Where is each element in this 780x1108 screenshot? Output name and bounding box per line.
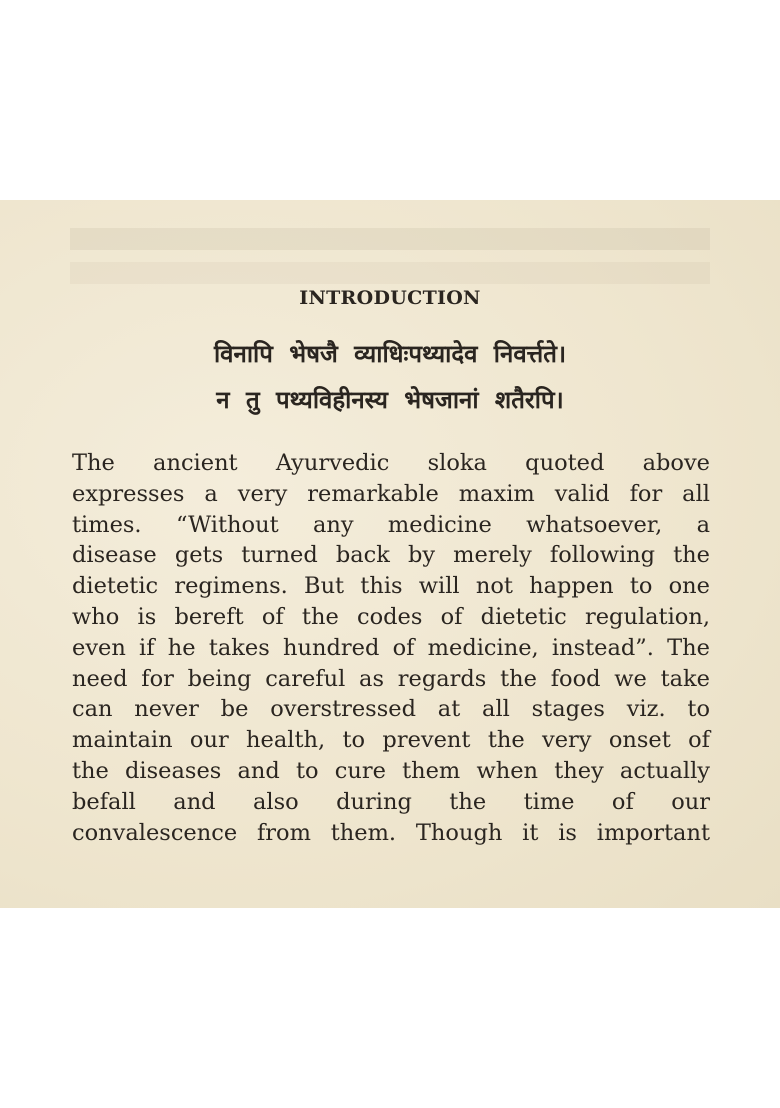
sanskrit-sloka-line-1: विनापि भेषजै व्याधिःपथ्यादेव निवर्त्तते। [213,340,567,368]
body-paragraph [72,448,710,848]
paragraph-line: even if he takes hundred of medicine, instead”. The [72,634,710,661]
paragraph-line: dietetic regimens. But this will not happen to one [72,573,710,600]
paragraph-line: the diseases and to cure them when they actually [72,757,710,784]
paragraph-line: can never be overstressed at all stages viz. to [72,696,710,723]
paragraph-line: convalescence from them. Though it is important [72,819,710,846]
show-through-text [70,262,710,284]
sanskrit-sloka-line-2: न तु पथ्यविहीनस्य भेषजानां शतैरपि। [216,386,564,414]
paragraph-line: who is bereft of the codes of dietetic regulation, [72,603,710,630]
book-page [0,200,780,908]
paragraph-line: maintain our health, to prevent the very onset of [72,727,710,754]
paragraph-line: The ancient Ayurvedic sloka quoted above [72,450,710,476]
paragraph-line: times. “Without any medicine whatsoever, a [72,511,710,538]
paragraph-line: befall and also during the time of our [72,788,710,815]
show-through-text [70,228,710,250]
paragraph-line: need for being careful as regards the food we take [72,665,710,692]
paragraph-line: disease gets turned back by merely following the [72,542,710,569]
paragraph-line: expresses a very remarkable maxim valid for all [72,480,710,507]
page-heading: INTRODUCTION [299,287,481,309]
